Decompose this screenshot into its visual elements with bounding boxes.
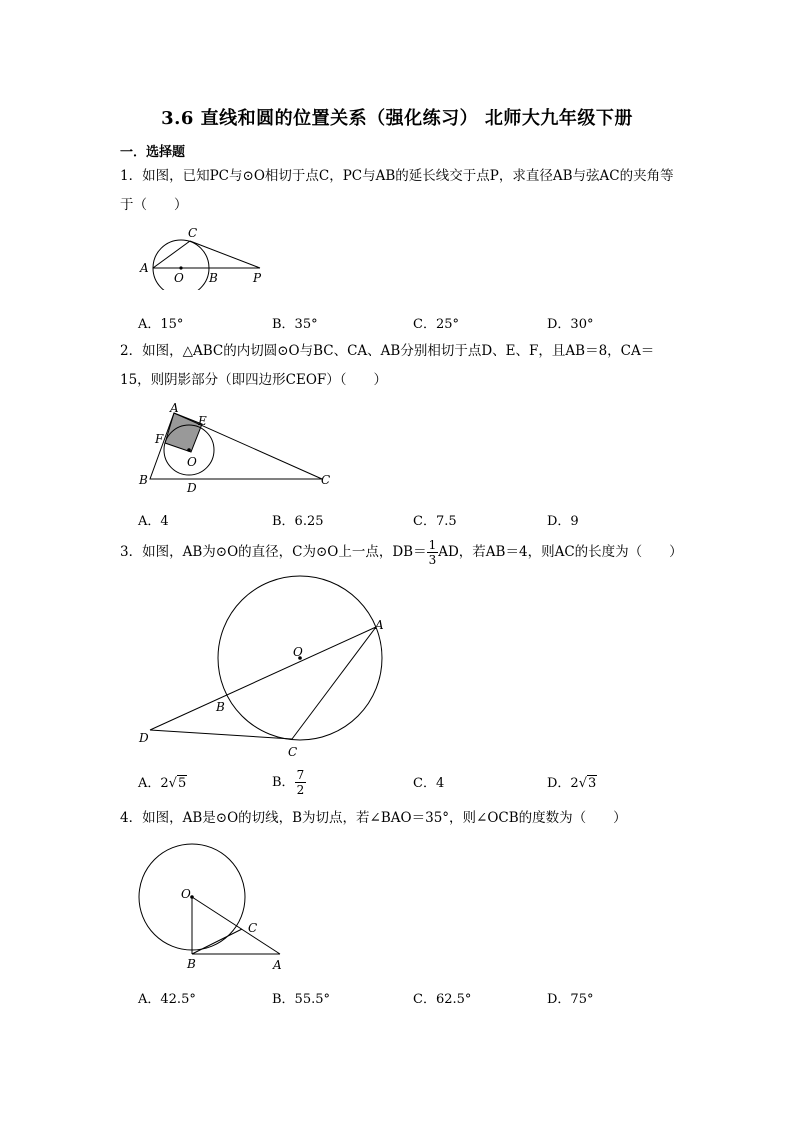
option-d[interactable]: D．30° xyxy=(547,317,594,332)
option-b[interactable] xyxy=(272,768,306,797)
question-4-figure xyxy=(130,838,300,976)
section-heading: 一．选择题 xyxy=(120,145,186,160)
label-c: C xyxy=(188,226,198,240)
segment-oa xyxy=(192,897,280,954)
question-1-figure xyxy=(130,222,280,290)
option-a[interactable]: A．4 xyxy=(138,514,169,529)
label-d: D xyxy=(139,731,149,745)
label-f: F xyxy=(155,432,164,446)
label-d: D xyxy=(187,481,197,495)
segment-ac xyxy=(153,241,190,268)
question-1-stem: 1．如图，已知PC与⊙O相切于点C，PC与AB的延长线交于点P，求直径AB与弦AC的夹角等于（ ） xyxy=(120,168,674,213)
fraction-numerator: 1 xyxy=(428,538,437,552)
label-b: B xyxy=(139,473,148,487)
label-b: B xyxy=(216,700,225,714)
label-c: C xyxy=(321,473,331,487)
label-e: E xyxy=(198,414,207,428)
segment-bc xyxy=(192,929,242,954)
segment-ac xyxy=(292,627,376,739)
stem-part-1: 3．如图，AB为⊙O的直径，C为⊙O上一点，DB＝ xyxy=(120,544,427,560)
option-b[interactable]: B．35° xyxy=(272,317,318,332)
option-d[interactable]: D．75° xyxy=(547,992,594,1007)
option-d-radicand: 3 xyxy=(588,776,597,791)
label-b: B xyxy=(209,271,218,285)
fraction-one-third xyxy=(427,538,439,567)
stem-part-2: AD，若AB＝4，则AC的长度为（ ） xyxy=(438,544,683,560)
label-a: A xyxy=(140,261,149,275)
option-c[interactable]: C．62.5° xyxy=(413,992,472,1007)
option-b-numerator: 7 xyxy=(296,768,305,782)
option-b-prefix: B． xyxy=(272,775,295,790)
option-c[interactable]: C．7.5 xyxy=(413,514,457,529)
label-c: C xyxy=(248,921,258,935)
segment-cp xyxy=(190,241,260,268)
option-c[interactable]: C．4 xyxy=(413,776,445,791)
option-a[interactable]: A．42.5° xyxy=(138,992,196,1007)
question-2-figure xyxy=(132,400,342,498)
option-a[interactable]: A．2√5 xyxy=(138,776,187,791)
option-d-prefix: D．2 xyxy=(547,776,579,791)
option-a[interactable]: A．15° xyxy=(138,317,184,332)
question-3-figure xyxy=(130,570,400,765)
option-d[interactable]: D．2√3 xyxy=(547,776,597,791)
label-c: C xyxy=(288,745,298,759)
page-title: 3.6 直线和圆的位置关系（强化练习） 北师大九年级下册 xyxy=(161,108,633,129)
label-a: A xyxy=(170,401,179,415)
option-b[interactable]: B．6.25 xyxy=(272,514,324,529)
label-o: O xyxy=(187,455,197,469)
question-3-stem xyxy=(120,538,720,567)
label-o: O xyxy=(174,271,184,285)
option-a-prefix: A．2 xyxy=(138,776,169,791)
option-b[interactable]: B．55.5° xyxy=(272,992,330,1007)
option-d[interactable]: D．9 xyxy=(547,514,579,529)
fraction-denominator: 3 xyxy=(428,553,437,567)
question-2-stem: 2．如图，△ABC的内切圆⊙O与BC、CA、AB分别相切于点D、E、F，且AB＝8，CA＝15，则阴影部分（即四边形CEOF）（ ） xyxy=(120,343,655,388)
label-b: B xyxy=(187,957,196,971)
segment-da xyxy=(150,627,376,730)
label-o: O xyxy=(293,645,303,659)
label-a: A xyxy=(375,618,384,632)
center-point xyxy=(179,266,182,269)
label-p: P xyxy=(253,271,262,285)
center-point xyxy=(187,448,191,452)
option-a-radicand: 5 xyxy=(177,776,187,791)
option-b-denominator: 2 xyxy=(296,783,305,797)
option-c[interactable]: C．25° xyxy=(413,317,459,332)
label-a: A xyxy=(273,958,282,972)
question-4-stem: 4．如图，AB是⊙O的切线，B为切点，若∠BAO＝35°，则∠OCB的度数为（ ） xyxy=(120,810,627,826)
option-b-fraction xyxy=(295,768,307,797)
label-o: O xyxy=(181,887,191,901)
